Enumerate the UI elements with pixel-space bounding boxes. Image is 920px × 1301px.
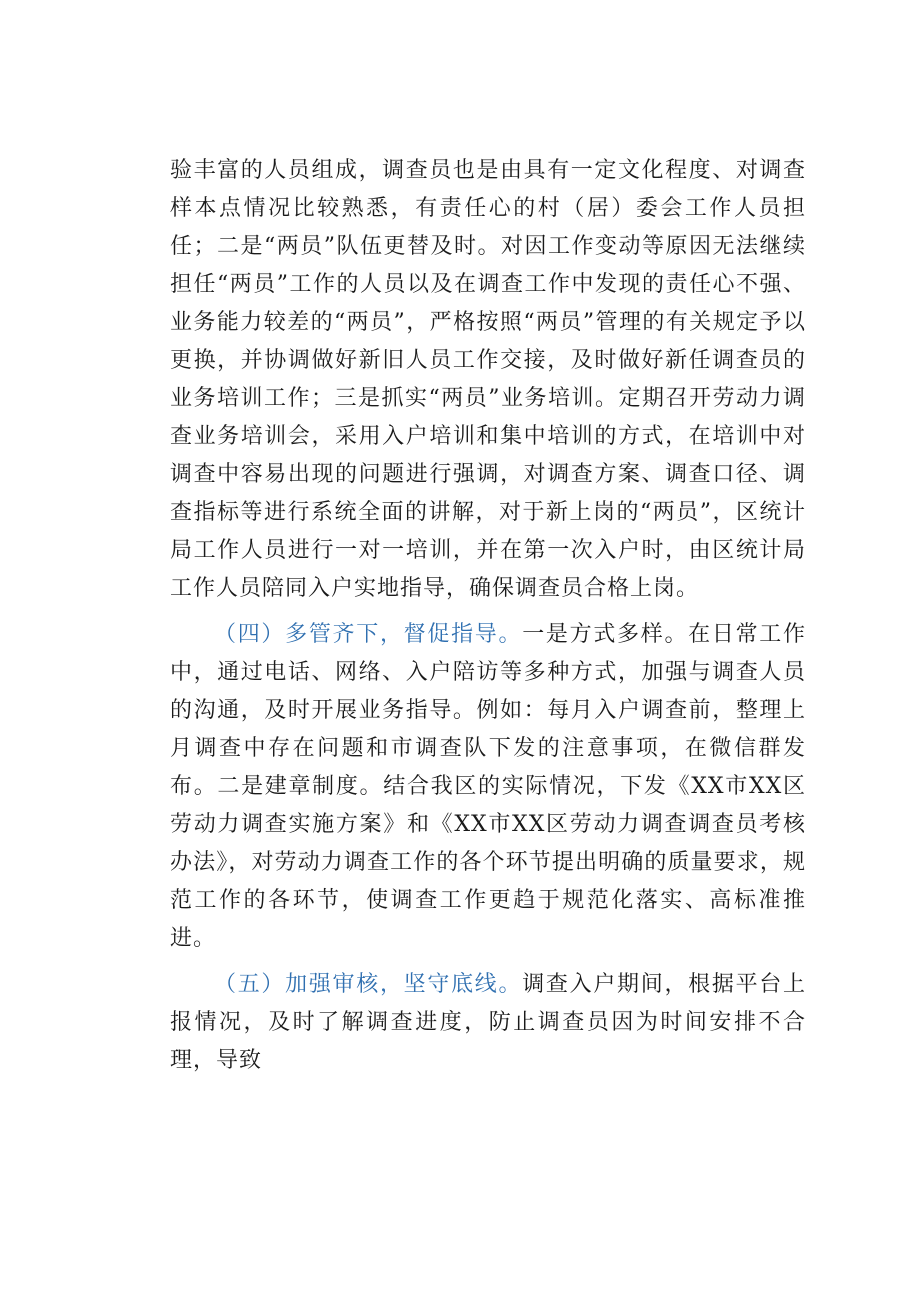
paragraph-text: 调查入户期间，根据平台上报情况，及时了解调查进度，防止调查员因为时间安排不合理，导致 bbox=[170, 972, 806, 1073]
document-body bbox=[170, 152, 806, 1080]
paragraph-section-5 bbox=[170, 966, 806, 1080]
paragraph-continued bbox=[170, 152, 806, 608]
section-heading: （四）多管齐下，督促指导。 bbox=[214, 622, 523, 647]
section-heading: （五）加强审核，坚守底线。 bbox=[214, 972, 523, 997]
paragraph-section-4 bbox=[170, 616, 806, 958]
paragraph-text: 验丰富的人员组成，调查员也是由具有一定文化程度、对调查样本点情况比较熟悉，有责任心的村（居）委会工作人员担任；二是“两员”队伍更替及时。对因工作变动等原因无法继续担任“两员”工作的人员以及在调查工作中发现的责任心不强、业务能力较差的“两员”，严格按照“两员”管理的有关规定予以更换，并协调做好新旧人员工作交接，及时做好新任调查员的业务培训工作；三是抓实“两员”业务培训。定期召开劳动力调查业务培训会，采用入户培训和集中培训的方式，在培训中对调查中容易出现的问题进行强调，对调查方案、调查口径、调查指标等进行系统全面的讲解，对于新上岗的“两员”，区统计局工作人员进行一对一培训，并在第一次入户时，由区统计局工作人员陪同入户实地指导，确保调查员合格上岗。 bbox=[170, 158, 806, 601]
paragraph-text: 一是方式多样。在日常工作中，通过电话、网络、入户陪访等多种方式，加强与调查人员的沟通，及时开展业务指导。例如：每月入户调查前，整理上月调查中存在问题和市调查队下发的注意事项，在微信群发布。二是建章制度。结合我区的实际情况，下发《XX市XX区劳动力调查实施方案》和《XX市XX区劳动力调查调查员考核办法》，对劳动力调查工作的各个环节提出明确的质量要求，规范工作的各环节，使调查工作更趋于规范化落实、高标准推进。 bbox=[170, 622, 806, 951]
